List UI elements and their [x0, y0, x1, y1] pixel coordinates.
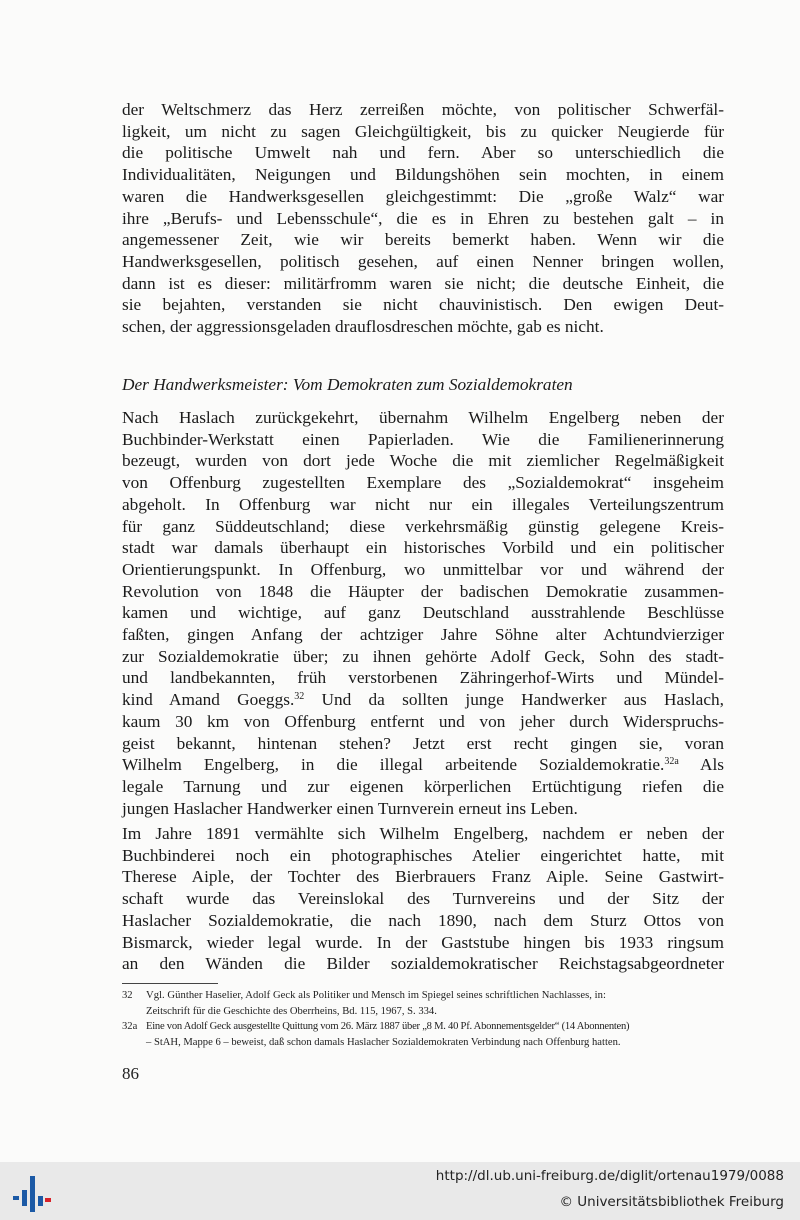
text-line: kamen und wichtige, auf ganz Deutschland ausstrahlende Beschlüsse — [122, 603, 724, 623]
body-paragraph-3 — [122, 823, 724, 975]
text-line: faßten, gingen Anfang der achtziger Jahre Söhne alter Achtundvierziger — [122, 625, 724, 645]
text-line: dann ist es dieser: militärfromm waren sie nicht; die deutsche Einheit, die — [122, 273, 724, 293]
text-line: jungen Haslacher Handwerker einen Turnverein erneut ins Leben. — [122, 798, 578, 818]
footnote-ref-32: 32 — [294, 691, 305, 703]
footnote-line: – StAH, Mappe 6 – beweist, daß schon damals Haslacher Sozialdemokraten Verbindung nach Offenburg hatten. — [146, 1036, 621, 1048]
text-line: von Offenburg zugestellten Exemplare des „Sozialdemokrat“ insgeheim — [122, 473, 724, 493]
text-line: Im Jahre 1891 vermählte sich Wilhelm Engelberg, nachdem er neben der — [122, 824, 724, 843]
text-line: Buchbinder-Werkstatt einen Papierladen. Wie die Familienerinnerung — [122, 429, 724, 449]
section-heading-text: Der Handwerksmeister: Vom Demokraten zum Sozialdemokraten — [122, 375, 573, 394]
text-line: Bismarck, wieder legal wurde. In der Gaststube hingen bis 1933 ringsum — [122, 932, 724, 952]
page-number: 86 — [122, 1064, 139, 1083]
text-line: für ganz Süddeutschland; diese verkehrsmäßig günstig gelegene Kreis- — [122, 516, 724, 536]
text-fragment: Und da sollten junge Handwerker aus Haslach, — [304, 690, 724, 710]
footnote-line: Zeitschrift für die Geschichte des Oberrheins, Bd. 115, 1967, S. 334. — [146, 1005, 437, 1017]
text-line: Revolution von 1848 die Häupter der badischen Demokratie zusammen- — [122, 581, 724, 601]
text-line: ihre „Berufs- und Lebensschule“, die es in Ehren zu bestehen galt – in — [122, 208, 724, 228]
text-line: stadt war damals überhaupt ein historisches Vorbild und ein politischer — [122, 538, 724, 558]
paragraph-1-lines — [122, 99, 724, 338]
text-line: legale Tarnung und zur eigenen körperlichen Ertüchtigung riefen die — [122, 776, 724, 796]
text-line: Buchbinderei noch ein photographisches Atelier eingerichtet hatte, mit — [122, 845, 724, 865]
body-paragraph-2 — [122, 407, 724, 819]
paragraph-2-lines — [122, 407, 724, 819]
text-line: kaum 30 km von Offenburg entfernt und von jeher durch Widerspruchs- — [122, 711, 724, 731]
paragraph-3-lines — [122, 823, 724, 975]
ub-freiburg-logo-icon — [12, 1174, 52, 1214]
text-fragment: kind Amand Goeggs. — [122, 690, 295, 710]
text-line: und landbekannten, früh verstorbenen Zähringerhof-Wirts und Mündel- — [122, 668, 724, 688]
text-fragment: Als — [678, 755, 725, 775]
footnote-32a — [122, 1019, 730, 1050]
text-line: schaft wurde das Vereinslokal des Turnvereins und der Sitz der — [122, 889, 724, 909]
text-line: waren die Handwerksgesellen gleichgestimmt: Die „große Walz“ war — [122, 186, 724, 206]
copyright-notice: © Universitätsbibliothek Freiburg — [559, 1194, 784, 1210]
body-paragraph-1 — [122, 99, 724, 338]
text-line: Handwerksgesellen, politisch gesehen, auf einen Nenner bringen wollen, — [122, 251, 724, 271]
text-line: Orientierungspunkt. In Offenburg, wo unmittelbar vor und während der — [122, 559, 724, 579]
text-line: sie bejahten, verstanden sie nicht chauvinistisch. Den ewigen Deut- — [122, 295, 724, 315]
footnote-number: 32 — [122, 990, 133, 1001]
footnote-line: Eine von Adolf Geck ausgestellte Quittung vom 26. März 1887 über „8 M. 40 Pf. Abonnementsgelder“ (14 Abonnenten) — [146, 1021, 630, 1032]
text-line: Nach Haslach zurückgekehrt, übernahm Wilhelm Engelberg neben der — [122, 408, 724, 427]
footnote-line: Vgl. Günther Haselier, Adolf Geck als Politiker und Mensch im Spiegel seines schriftlichen Nachlasses, in: — [146, 990, 607, 1001]
text-line-with-footnote-ref — [122, 689, 724, 711]
viewer-footer — [0, 1162, 800, 1220]
text-line: die politische Umwelt nah und fern. Aber so unterschiedlich die — [122, 143, 724, 163]
text-line: Individualitäten, Neigungen und Bildungshöhen sein mochten, in einem — [122, 165, 724, 185]
text-line-with-footnote-ref — [122, 754, 724, 776]
text-line: ligkeit, um nicht zu sagen Gleichgültigkeit, bis zu quicker Neugierde für — [122, 121, 724, 141]
footnote-number: 32a — [122, 1021, 138, 1032]
text-line: schen, der aggressionsgeladen drauflosdreschen möchte, gab es nicht. — [122, 317, 604, 337]
text-fragment: Wilhelm Engelberg, in die illegal arbeitende Sozialdemokratie. — [122, 755, 665, 775]
section-heading — [122, 374, 724, 396]
text-line: an den Wänden die Bilder sozialdemokratischer Reichstagsabgeordneter — [122, 954, 724, 974]
text-line: Therese Aiple, der Tochter des Bierbrauers Franz Aiple. Seine Gastwirt- — [122, 867, 724, 887]
footnote-32 — [122, 988, 730, 1019]
text-line: bezeugt, wurden von dort jede Woche die mit ziemlicher Regelmäßigkeit — [122, 451, 724, 471]
text-line: der Weltschmerz das Herz zerreißen möchte, von politischer Schwerfäl- — [122, 100, 724, 119]
text-line: zur Sozialdemokratie über; zu ihnen gehörte Adolf Geck, Sohn des stadt- — [122, 646, 724, 666]
text-line: angemessener Zeit, wie wir bereits bemerkt haben. Wenn wir die — [122, 230, 724, 250]
permalink-url[interactable]: http://dl.ub.uni-freiburg.de/diglit/ortenau1979/0088 — [435, 1168, 784, 1184]
text-line: geist bekannt, hintenan stehen? Jetzt erst recht gingen sie, voran — [122, 733, 724, 753]
footnote-ref-32a: 32a — [664, 756, 679, 768]
text-line: abgeholt. In Offenburg war nicht nur ein illegales Verteilungszentrum — [122, 494, 724, 514]
footnote-divider — [122, 983, 218, 984]
text-line: Haslacher Sozialdemokratie, die nach 1890, nach dem Sturz Ottos von — [122, 910, 724, 930]
